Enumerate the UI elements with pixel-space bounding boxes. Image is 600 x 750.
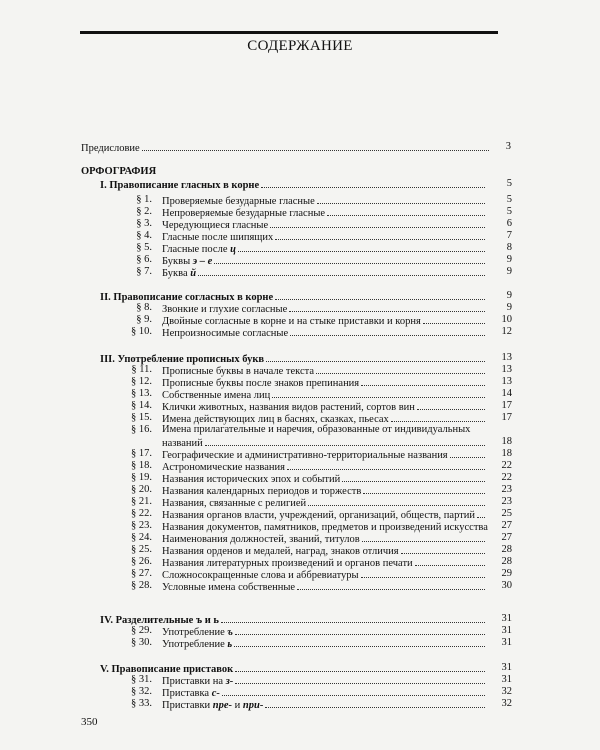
section-number: § 5.	[136, 242, 152, 253]
section-number: § 7.	[136, 266, 152, 277]
section-number: § 17.	[131, 448, 152, 459]
entry-page: 8	[506, 242, 512, 253]
leader-dots	[287, 460, 485, 470]
entry-text: Названия, связанные с религией	[162, 498, 307, 509]
leader-dots	[297, 580, 485, 590]
section-number: § 26.	[131, 556, 152, 567]
leader-dots	[235, 674, 485, 684]
section-number: § 19.	[131, 472, 152, 483]
toc-entry[interactable]	[162, 424, 487, 436]
entry-text: Собственные имена лиц	[162, 390, 271, 401]
entry-page: 29	[501, 568, 512, 579]
toc-entry[interactable]	[162, 206, 487, 218]
leader-dots	[401, 544, 485, 554]
section-number: § 4.	[136, 230, 152, 241]
section-number: § 11.	[131, 364, 152, 375]
section-number: § 16.	[131, 424, 152, 435]
section-number: § 30.	[131, 637, 152, 648]
entry-page: 6	[506, 218, 512, 229]
toc-entry[interactable]	[162, 520, 487, 532]
entry-text: Употребление ъ	[162, 627, 233, 638]
leader-dots	[238, 242, 485, 252]
leader-dots	[234, 637, 485, 647]
entry-text: Приставки пре- и при-	[162, 700, 264, 711]
toc-entry[interactable]	[162, 496, 487, 508]
entry-page: 23	[501, 484, 512, 495]
section-number: § 27.	[131, 568, 152, 579]
entry-page: 9	[506, 254, 512, 265]
toc-entry[interactable]	[162, 625, 487, 637]
section-header[interactable]: V. Правописание приставок	[100, 662, 487, 674]
section-number: § 13.	[131, 388, 152, 399]
entry-text: Клички животных, названия видов растений, сортов вин	[162, 402, 415, 413]
section-number: § 8.	[136, 302, 152, 313]
toc-entry[interactable]	[162, 508, 487, 520]
entry-text: Приставки на з-	[162, 676, 234, 687]
section-number: § 12.	[131, 376, 152, 387]
section-header[interactable]: IV. Разделительные ъ и ь	[100, 613, 487, 625]
toc-entry[interactable]	[162, 194, 487, 206]
toc-entry[interactable]	[162, 472, 487, 484]
entry-page: 5	[506, 194, 512, 205]
section-number: § 2.	[136, 206, 152, 217]
letter-example: й	[190, 268, 197, 279]
part-heading: ОРФОГРАФИЯ	[81, 166, 157, 177]
entry-text: Названия календарных периодов и торжеств	[162, 486, 362, 497]
entry-text: Названия исторических эпох и событий	[162, 474, 341, 485]
entry-text: Наименования должностей, званий, титулов	[162, 534, 360, 545]
section-number: § 15.	[131, 412, 152, 423]
toc-entry[interactable]	[162, 326, 487, 338]
section-number: § 32.	[131, 686, 152, 697]
section-number: § 23.	[131, 520, 152, 531]
letter-example: с-	[211, 688, 220, 699]
section-number: § 29.	[131, 625, 152, 636]
entry-page: 22	[501, 472, 512, 483]
letter-example: з-	[225, 676, 234, 687]
toc-entry[interactable]	[162, 376, 487, 388]
entry-page: 7	[506, 230, 512, 241]
entry-page: 12	[501, 326, 512, 337]
toc-entry[interactable]	[162, 266, 487, 278]
leader-dots	[289, 302, 485, 312]
page-title: СОДЕРЖАНИЕ	[247, 38, 353, 54]
section-number: § 20.	[131, 484, 152, 495]
leader-dots	[142, 141, 489, 151]
entry-text: Сложносокращенные слова и аббревиатуры	[162, 570, 359, 581]
entry-page: 9	[506, 266, 512, 277]
entry-page: 10	[501, 314, 512, 325]
toc-entry[interactable]	[162, 698, 487, 710]
toc-entry[interactable]	[162, 674, 487, 686]
letter-example: ц	[230, 244, 236, 255]
entry-page: 13	[501, 376, 512, 387]
entry-text: Непроверяемые безударные гласные	[162, 208, 326, 219]
entry-text: Прописные буквы после знаков препинания	[162, 378, 360, 389]
section-number: § 18.	[131, 460, 152, 471]
preface-page: 3	[505, 141, 511, 152]
leader-dots	[391, 412, 485, 422]
entry-text: Условные имена собственные	[162, 582, 296, 593]
letter-example: пре-	[212, 700, 233, 711]
leader-dots	[275, 230, 485, 240]
entry-page: 17	[501, 412, 512, 423]
toc-entry-continuation: названий	[162, 436, 487, 448]
toc-entry[interactable]	[162, 484, 487, 496]
entry-text: Прописные буквы в начале текста	[162, 366, 314, 377]
section-header[interactable]: III. Употребление прописных букв	[100, 352, 487, 364]
section-number: § 24.	[131, 532, 152, 543]
section-number: § 3.	[136, 218, 152, 229]
preface-label: Предисловие	[81, 143, 140, 154]
toc-entry[interactable]	[162, 388, 487, 400]
entry-text: Астрономические названия	[162, 462, 285, 473]
section-number: § 25.	[131, 544, 152, 555]
leader-dots	[342, 472, 485, 482]
entry-page: 14	[501, 388, 512, 399]
leader-dots	[235, 625, 485, 635]
leader-dots	[477, 508, 485, 518]
entry-page: 31	[501, 674, 512, 685]
toc-entry[interactable]	[162, 230, 487, 242]
entry-text: Имена действующих лиц в баснях, сказках, пьесах	[162, 414, 389, 425]
entry-text: Названия документов, памятников, предметов и произведений искусства	[162, 522, 488, 533]
section-number: § 28.	[131, 580, 152, 591]
toc-entry[interactable]	[162, 544, 487, 556]
entry-page: 30	[501, 580, 512, 591]
letter-example: ь	[227, 639, 233, 650]
leader-dots	[362, 532, 485, 542]
section-number: § 9.	[136, 314, 152, 325]
toc-entry[interactable]	[162, 412, 487, 424]
leader-dots	[308, 496, 485, 506]
entry-page: 32	[501, 698, 512, 709]
toc-entry[interactable]	[162, 568, 487, 580]
entry-text: Названия органов власти, учреждений, организаций, обществ, партий	[162, 510, 476, 521]
leader-dots	[290, 326, 485, 336]
entry-text: Географические и административно-территориальные названия	[162, 450, 448, 461]
entry-text: Непроизносимые согласные	[162, 328, 289, 339]
toc-entry[interactable]	[162, 364, 487, 376]
page-number: 350	[81, 716, 98, 728]
toc-entry[interactable]	[162, 532, 487, 544]
entry-page: 27	[501, 532, 512, 543]
leader-dots	[316, 364, 485, 374]
leader-dots	[214, 254, 485, 264]
leader-dots	[417, 400, 485, 410]
entry-text: Звонкие и глухие согласные	[162, 304, 288, 315]
section-number: § 10.	[131, 326, 152, 337]
section-page: 31	[501, 662, 512, 673]
toc-entry[interactable]	[162, 302, 487, 314]
entry-text: Употребление ь	[162, 639, 233, 650]
entry-page: 31	[501, 625, 512, 636]
leader-dots	[198, 266, 485, 276]
toc-entry[interactable]	[162, 254, 487, 266]
entry-page: 27	[501, 520, 512, 531]
entry-page: 25	[501, 508, 512, 519]
section-number: § 21.	[131, 496, 152, 507]
leader-dots	[423, 314, 485, 324]
toc-entry[interactable]	[162, 556, 487, 568]
letter-example: ъ	[227, 627, 233, 638]
leader-dots	[450, 448, 485, 458]
leader-dots	[265, 698, 485, 708]
leader-dots	[317, 194, 485, 204]
entry-text: Гласные после шипящих	[162, 232, 274, 243]
entry-page: 17	[501, 400, 512, 411]
entry-page: 5	[506, 206, 512, 217]
toc-entry[interactable]	[162, 637, 487, 649]
toc-entry[interactable]	[162, 242, 487, 254]
entry-text: Двойные согласные в корне и на стыке приставки и корня	[162, 316, 421, 327]
section-number: § 6.	[136, 254, 152, 265]
section-page: 5	[506, 178, 512, 189]
entry-page: 18	[501, 448, 512, 459]
leader-dots	[327, 206, 485, 216]
leader-dots	[222, 686, 485, 696]
section-number: § 1.	[136, 194, 152, 205]
section-header[interactable]: II. Правописание согласных в корне	[100, 290, 487, 302]
toc-entry[interactable]	[162, 400, 487, 412]
toc-entry[interactable]	[162, 580, 487, 592]
entry-text: Названия орденов и медалей, наград, знаков отличия	[162, 546, 399, 557]
section-header[interactable]: I. Правописание гласных в корне	[100, 178, 487, 190]
toc-entry[interactable]	[162, 218, 487, 230]
toc-entry-preface[interactable]	[81, 141, 491, 153]
entry-text: Названия литературных произведений и органов печати	[162, 558, 413, 569]
section-number: § 22.	[131, 508, 152, 519]
entry-page: 28	[501, 556, 512, 567]
entry-page: 23	[501, 496, 512, 507]
toc-entry[interactable]	[162, 686, 487, 698]
leader-dots	[415, 556, 485, 566]
letter-example: э – е	[192, 256, 213, 267]
letter-example: при-	[242, 700, 264, 711]
leader-dots	[272, 388, 485, 398]
entry-text: Буква й	[162, 268, 197, 279]
leader-dots	[205, 436, 485, 446]
entry-page: 31	[501, 637, 512, 648]
entry-text: Проверяемые безударные гласные	[162, 196, 315, 207]
section-number: § 33.	[131, 698, 152, 709]
entry-text: Имена прилагательные и наречия, образованные от индивидуальных	[162, 424, 471, 435]
entry-page: 9	[506, 302, 512, 313]
toc-entry[interactable]	[162, 460, 487, 472]
entry-text: Приставка с-	[162, 688, 220, 699]
section-page: 31	[501, 613, 512, 624]
entry-text: Буквы э – е	[162, 256, 213, 267]
leader-dots	[361, 376, 485, 386]
section-number: § 31.	[131, 674, 152, 685]
entry-page: 18	[501, 436, 512, 447]
entry-text: Гласные после ц	[162, 244, 236, 255]
toc-entry[interactable]	[162, 448, 487, 460]
toc-entry[interactable]	[162, 314, 487, 326]
leader-dots	[270, 218, 485, 228]
leader-dots	[361, 568, 485, 578]
entry-page: 13	[501, 364, 512, 375]
section-page: 13	[501, 352, 512, 363]
entry-page: 28	[501, 544, 512, 555]
entry-text: Чередующиеся гласные	[162, 220, 269, 231]
entry-page: 32	[501, 686, 512, 697]
leader-dots	[363, 484, 485, 494]
section-number: § 14.	[131, 400, 152, 411]
entry-page: 22	[501, 460, 512, 471]
section-page: 9	[506, 290, 512, 301]
